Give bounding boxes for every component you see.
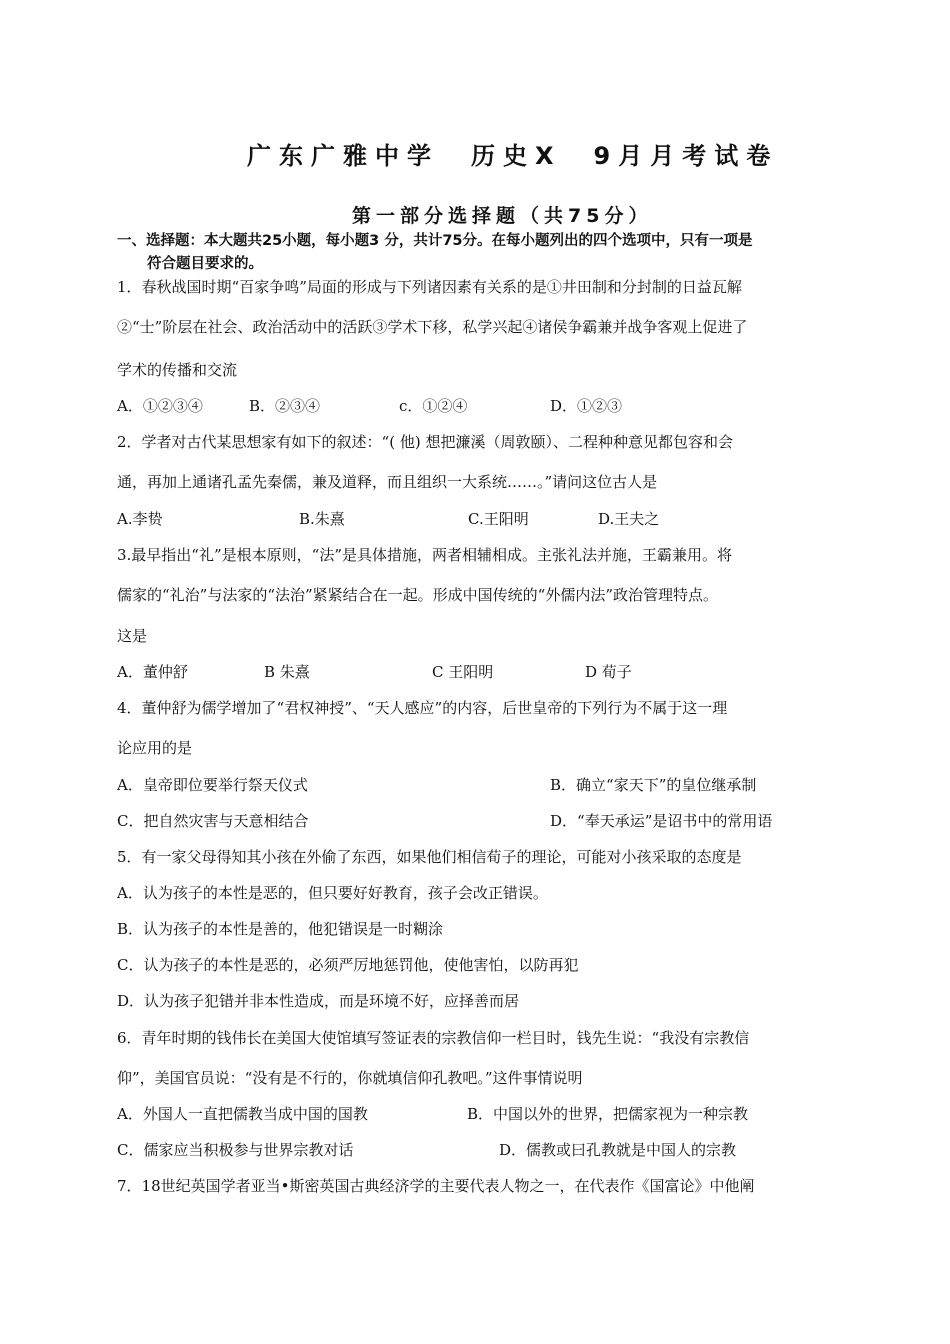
question-6-option-a: A．外国人一直把儒教当成中国的国教 [117, 1105, 368, 1123]
question-3-line-2: 儒家的“礼治”与法家的“法治”紧紧结合在一起。形成中国传统的“外儒内法”政治管理特点。 [117, 586, 719, 604]
question-4-line-1: 4．董仲舒为儒学增加了“君权神授”、“天人感应”的内容，后世皇帝的下列行为不属于这一理 [117, 699, 728, 717]
question-3-line-3: 这是 [117, 627, 148, 645]
question-3-option-b: B 朱熹 [264, 663, 310, 681]
question-3-option-d: D 荀子 [585, 663, 632, 681]
question-6-option-c: C．儒家应当积极参与世界宗教对话 [117, 1141, 354, 1159]
question-1-option-d: D．①②③ [550, 397, 623, 415]
question-7-line-1: 7．18世纪英国学者亚当•斯密英国古典经济学的主要代表人物之一，在代表作《国富论》中他阐 [117, 1177, 755, 1195]
question-1-line-2: ②“士”阶层在社会、政治活动中的活跃③学术下移，私学兴起④诸侯争霸兼并战争客观上促进了 [117, 318, 748, 336]
question-6-line-2: 仰”，美国官员说：“没有是不行的，你就填信仰孔教吧。”这件事情说明 [117, 1069, 583, 1087]
question-3-option-c: C 王阳明 [432, 663, 494, 681]
question-1-option-b: B．②③④ [249, 397, 321, 415]
question-2-option-a: A.李贽 [117, 510, 163, 528]
question-2-option-c: C.王阳明 [468, 510, 529, 528]
question-5-option-a: A．认为孩子的本性是恶的，但只要好好教育，孩子会改正错误。 [117, 884, 548, 902]
section-subtitle: 第一部分选择题（共75分） [352, 205, 653, 227]
question-5-option-d: D．认为孩子犯错并非本性造成，而是环境不好，应择善而居 [117, 992, 520, 1010]
question-2-line-1: 2．学者对古代某思想家有如下的叙述：“( 他) 想把濂溪（周敦颐）、二程种种意见都包容和会 [117, 433, 733, 451]
question-2-option-b: B.朱熹 [299, 510, 345, 528]
question-1-option-c: c．①②④ [399, 397, 468, 415]
question-4-option-a: A．皇帝即位要举行祭天仪式 [117, 776, 308, 794]
question-3-option-a: A．董仲舒 [117, 663, 188, 681]
question-5-line-1: 5．有一家父母得知其小孩在外偷了东西，如果他们相信荀子的理论，可能对小孩采取的态度是 [117, 848, 742, 866]
question-5-option-c: C．认为孩子的本性是恶的，必须严厉地惩罚他，使他害怕，以防再犯 [117, 956, 579, 974]
instructions-line-1: 一、选择题：本大题共25小题，每小题3 分，共计75分。在每小题列出的四个选项中，只有一项是 [117, 233, 753, 249]
question-6-option-b: B．中国以外的世界，把儒家视为一种宗教 [467, 1105, 749, 1123]
instructions-line-2: 符合题目要求的。 [147, 256, 263, 272]
question-3-line-1: 3.最早指出“礼”是根本原则，“法”是具体措施，两者相辅相成。主张礼法并施，王霸兼用。将 [117, 546, 732, 564]
question-6-option-d: D．儒教或曰孔教就是中国人的宗教 [499, 1141, 737, 1159]
question-5-option-b: B．认为孩子的本性是善的，他犯错误是一时糊涂 [117, 920, 444, 938]
question-1-option-a: A．①②③④ [117, 397, 203, 415]
question-4-option-b: B．确立“家天下”的皇位继承制 [550, 776, 757, 794]
question-2-line-2: 通，再加上通诸孔孟先秦儒，兼及道释，而且组织一大系统……。”请问这位古人是 [117, 473, 658, 491]
question-4-option-c: C．把自然灾害与天意相结合 [117, 812, 309, 830]
question-4-line-2: 论应用的是 [117, 739, 193, 757]
page-title: 广东广雅中学 历史X 9月月考试卷 [247, 142, 779, 170]
question-1-line-1: 1．春秋战国时期“百家争鸣”局面的形成与下列诸因素有关系的是①井田制和分封制的日益瓦解 [117, 278, 742, 296]
question-1-line-3: 学术的传播和交流 [117, 361, 238, 379]
question-2-option-d: D.王夫之 [598, 510, 660, 528]
question-6-line-1: 6．青年时期的钱伟长在美国大使馆填写签证表的宗教信仰一栏目时，钱先生说：“我没有宗教信 [117, 1029, 750, 1047]
question-4-option-d: D．“奉天承运”是诏书中的常用语 [550, 812, 773, 830]
